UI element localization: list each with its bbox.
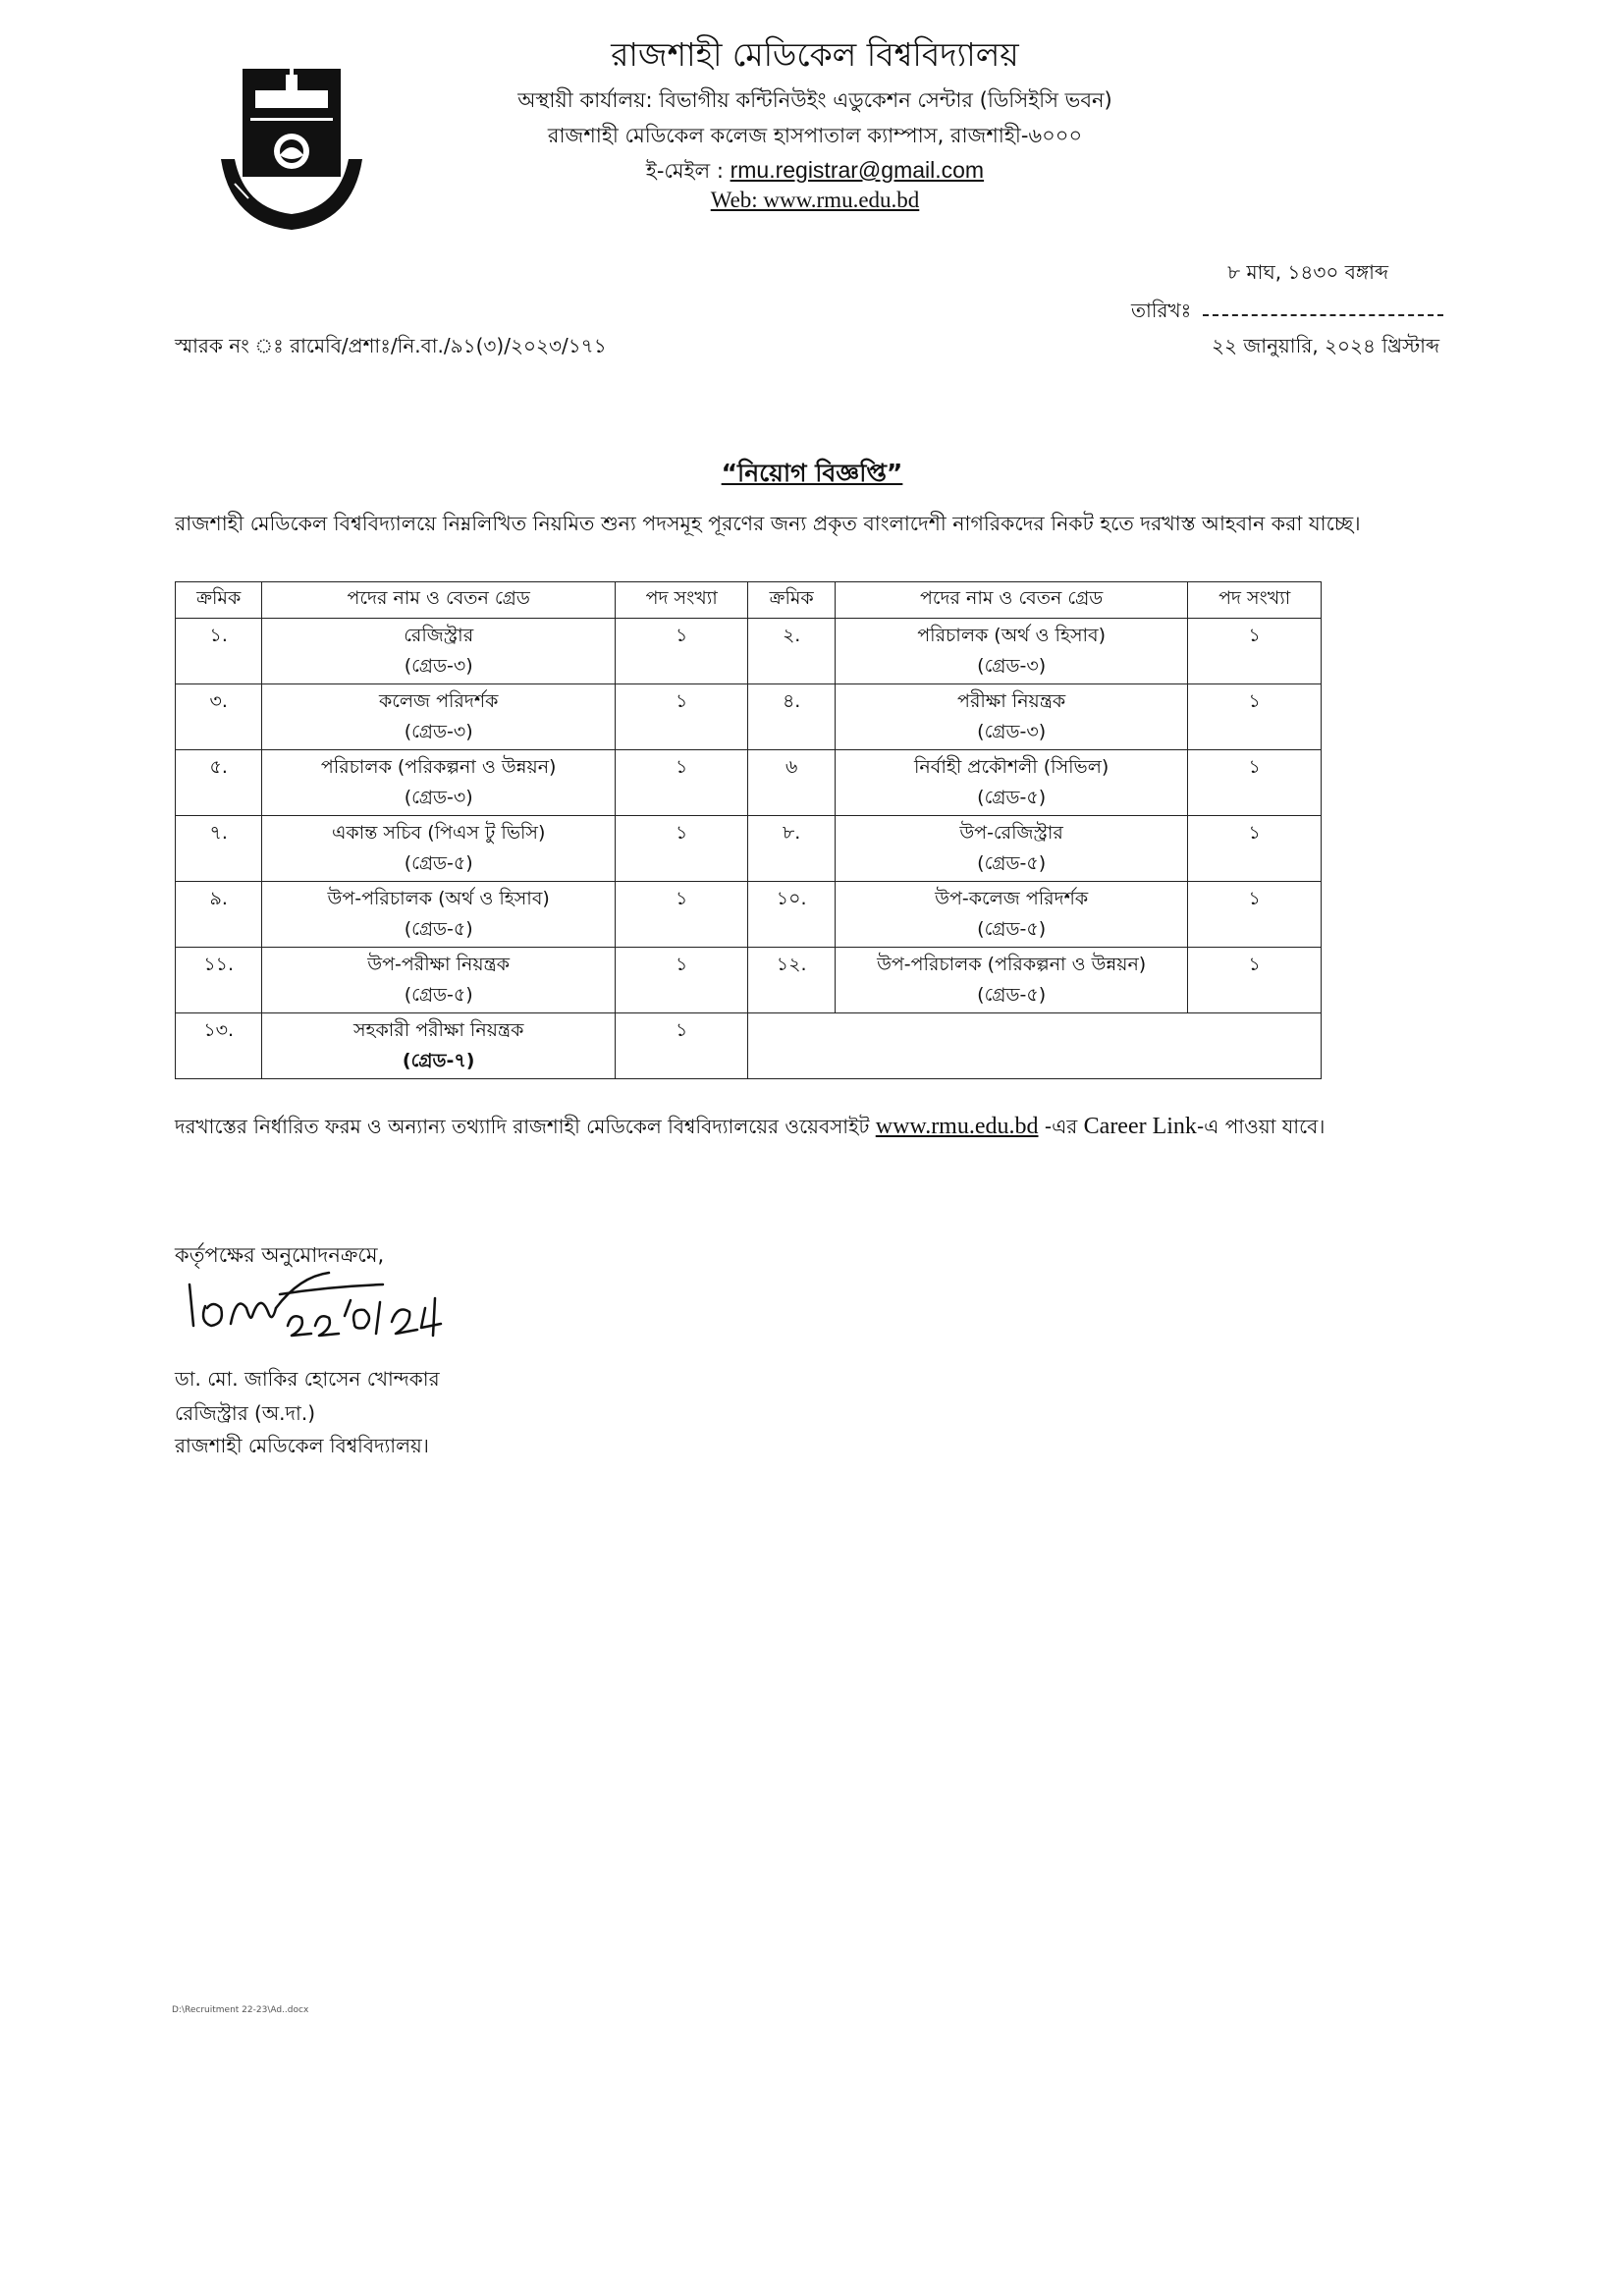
web-line xyxy=(373,188,1257,213)
table-header-row xyxy=(176,582,1322,619)
serial-cell: ৪. xyxy=(748,684,835,750)
table-row xyxy=(176,1013,1322,1079)
serial-cell: ২. xyxy=(748,619,835,684)
post-cell: পরিচালক (পরিকল্পনা ও উন্নয়ন) (গ্রেড-৩) xyxy=(262,750,616,816)
date-dashed-line xyxy=(1203,314,1443,316)
serial-cell: ১২. xyxy=(748,948,835,1013)
post-cell: একান্ত সচিব (পিএস টু ভিসি) (গ্রেড-৫) xyxy=(262,816,616,882)
address-line: রাজশাহী মেডিকেল কলেজ হাসপাতাল ক্যাম্পাস, রাজশাহী-৬০০০ xyxy=(547,124,1083,147)
serial-cell: ১০. xyxy=(748,882,835,948)
post-cell: উপ-পরীক্ষা নিয়ন্ত্রক (গ্রেড-৫) xyxy=(262,948,616,1013)
signatory-organization: রাজশাহী মেডিকেল বিশ্ববিদ্যালয়। xyxy=(175,1434,429,1457)
header-post-name: পদের নাম ও বেতন গ্রেড xyxy=(262,582,616,619)
serial-cell: ৬ xyxy=(748,750,835,816)
footer-note: দরখাস্তের নির্ধারিত ফরম ও অন্যান্য তথ্যাদি রাজশাহী মেডিকেল বিশ্ববিদ্যালয়ের ওয়েবসাইট www.rmu.edu.bd -এর Career Link-এ পাওয়া যাবে। xyxy=(175,1114,1326,1139)
email-link[interactable]: rmu.registrar@gmail.com xyxy=(730,157,985,183)
date-label: তারিখঃ xyxy=(1131,299,1192,322)
serial-cell: ৮. xyxy=(748,816,835,882)
email-line xyxy=(373,155,1257,190)
table-row xyxy=(176,882,1322,948)
post-cell: পরীক্ষা নিয়ন্ত্রক (গ্রেড-৩) xyxy=(835,684,1188,750)
post-cell: রেজিস্ট্রার (গ্রেড-৩) xyxy=(262,619,616,684)
website-link[interactable]: Web: www.rmu.edu.bd xyxy=(710,188,920,212)
university-name: রাজশাহী মেডিকেল বিশ্ববিদ্যালয় xyxy=(611,35,1019,74)
file-path-footer: D:\Recruitment 22-23\Ad..docx xyxy=(172,2005,309,2015)
post-cell: কলেজ পরিদর্শক (গ্রেড-৩) xyxy=(262,684,616,750)
serial-cell: ৯. xyxy=(176,882,262,948)
count-cell: ১ xyxy=(1188,948,1322,1013)
website-link[interactable]: www.rmu.edu.bd xyxy=(875,1114,1039,1139)
table-row xyxy=(176,750,1322,816)
bangla-date: ৮ মাঘ, ১৪৩০ বঙ্গাব্দ xyxy=(1227,260,1388,284)
header-serial: ক্রমিক xyxy=(748,582,835,619)
header-post-name: পদের নাম ও বেতন গ্রেড xyxy=(835,582,1188,619)
header-post-count: পদ সংখ্যা xyxy=(615,582,748,619)
serial-cell: ১৩. xyxy=(176,1013,262,1079)
post-cell: নির্বাহী প্রকৌশলী (সিভিল) (গ্রেড-৫) xyxy=(835,750,1188,816)
serial-cell: ১১. xyxy=(176,948,262,1013)
table-row xyxy=(176,684,1322,750)
count-cell: ১ xyxy=(1188,750,1322,816)
serial-cell: ৭. xyxy=(176,816,262,882)
count-cell: ১ xyxy=(1188,684,1322,750)
count-cell: ১ xyxy=(615,816,748,882)
header-serial: ক্রমিক xyxy=(176,582,262,619)
count-cell: ১ xyxy=(1188,882,1322,948)
serial-cell: ৫. xyxy=(176,750,262,816)
count-cell: ১ xyxy=(615,684,748,750)
post-cell: পরিচালক (অর্থ ও হিসাব) (গ্রেড-৩) xyxy=(835,619,1188,684)
serial-cell: ৩. xyxy=(176,684,262,750)
count-cell: ১ xyxy=(615,882,748,948)
post-cell: উপ-পরিচালক (পরিকল্পনা ও উন্নয়ন) (গ্রেড-৫) xyxy=(835,948,1188,1013)
header-post-count: পদ সংখ্যা xyxy=(1188,582,1322,619)
table-row xyxy=(176,816,1322,882)
notice-title: “নিয়োগ বিজ্ঞপ্তি” xyxy=(721,459,903,487)
intro-paragraph: রাজশাহী মেডিকেল বিশ্ববিদ্যালয়ে নিম্নলিখিত নিয়মিত শুন্য পদসমূহ পূরণের জন্য প্রকৃত বাংলাদেশী নাগরিকদের নিকট হতে দরখাস্ত আহবান করা যাচ্ছে। xyxy=(175,512,1361,535)
post-cell: উপ-রেজিস্ট্রার (গ্রেড-৫) xyxy=(835,816,1188,882)
post-cell: উপ-কলেজ পরিদর্শক (গ্রেড-৫) xyxy=(835,882,1188,948)
english-date: ২২ জানুয়ারি, ২০২৪ খ্রিস্টাব্দ xyxy=(1212,334,1439,357)
empty-cell xyxy=(748,1013,1322,1079)
count-cell: ১ xyxy=(615,948,748,1013)
count-cell: ১ xyxy=(615,619,748,684)
serial-cell: ১. xyxy=(176,619,262,684)
count-cell: ১ xyxy=(615,1013,748,1079)
memo-number: স্মারক নং ঃ রামেবি/প্রশাঃ/নি.বা./৯১(৩)/২০২৩/১৭১ xyxy=(175,334,607,357)
count-cell: ১ xyxy=(615,750,748,816)
post-cell: উপ-পরিচালক (অর্থ ও হিসাব) (গ্রেড-৫) xyxy=(262,882,616,948)
table-row xyxy=(176,619,1322,684)
post-cell: সহকারী পরীক্ষা নিয়ন্ত্রক (গ্রেড-৭) xyxy=(262,1013,616,1079)
email-label: ই-মেইল : xyxy=(645,159,731,183)
university-seal-logo xyxy=(201,61,383,243)
signatory-name: ডা. মো. জাকির হোসেন খোন্দকার xyxy=(175,1367,440,1391)
signatory-role: রেজিস্ট্রার (অ.দা.) xyxy=(175,1401,316,1425)
vacancy-table xyxy=(175,581,1322,1079)
office-line: অস্থায়ী কার্যালয়: বিভাগীয় কন্টিনিউইং এডুকেশন সেন্টার (ডিসিইসি ভবন) xyxy=(517,88,1112,112)
table-row xyxy=(176,948,1322,1013)
handwritten-signature xyxy=(182,1265,476,1373)
approval-text: কর্তৃপক্ষের অনুমোদনক্রমে, xyxy=(175,1243,385,1267)
count-cell: ১ xyxy=(1188,816,1322,882)
count-cell: ১ xyxy=(1188,619,1322,684)
